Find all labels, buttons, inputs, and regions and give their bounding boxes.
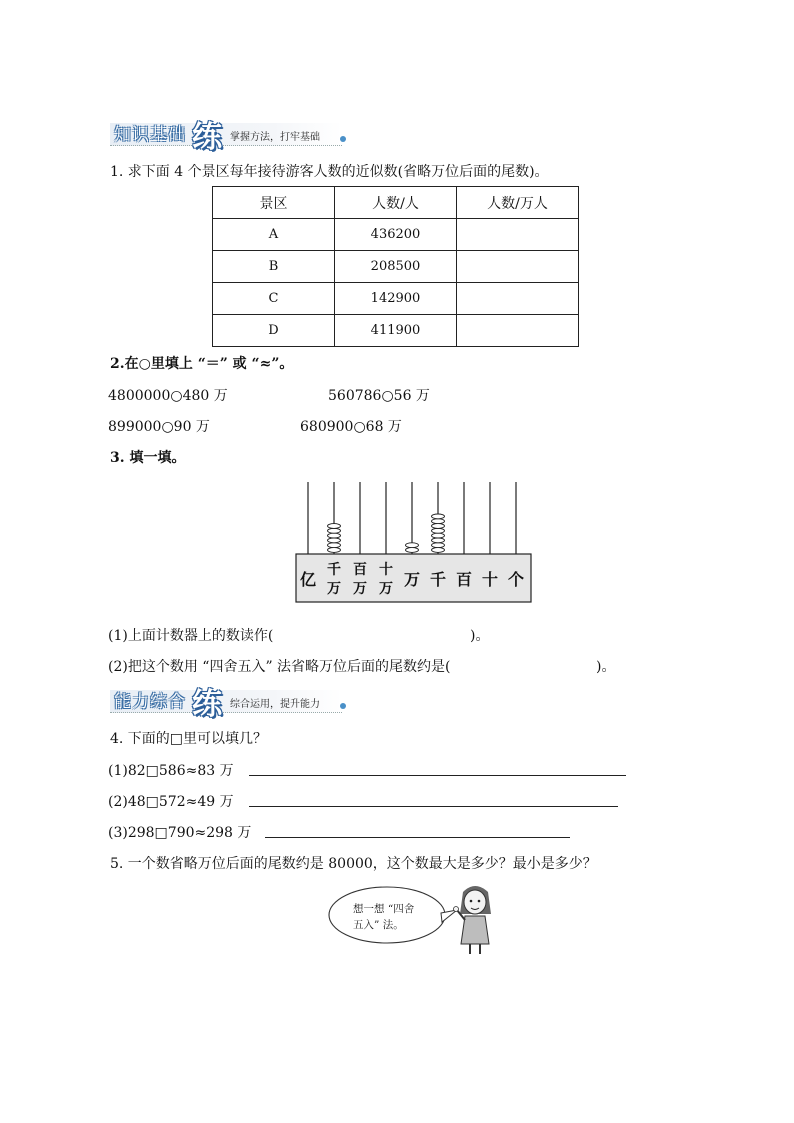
question-3-title: 3. 填一填。: [110, 450, 186, 466]
banner-dot: [340, 136, 346, 142]
table-cell: D: [213, 315, 335, 347]
question-3-sub1-open: (1)上面计数器上的数读作(: [108, 628, 274, 644]
question-2-title: 2.在○里填上 “＝” 或 “≈”。: [110, 356, 294, 372]
bubble-text-1: 想一想 “四舍: [353, 903, 415, 915]
section-banner-basic: [110, 116, 350, 155]
banner-dot: [340, 703, 346, 709]
answer-blank-read[interactable]: [292, 625, 467, 643]
abacus-bead: [432, 514, 445, 519]
table-header: 人数/人: [335, 187, 457, 219]
answer-line[interactable]: [249, 806, 618, 807]
question-3-sub2-close: )。: [596, 659, 616, 675]
table-cell: A: [213, 219, 335, 251]
question-4-title: 4. 下面的□里可以填几？: [110, 731, 268, 747]
abacus-place-label: 百万: [353, 562, 367, 597]
table-row: [213, 283, 579, 315]
abacus-bead: [432, 519, 445, 524]
abacus-bead: [432, 533, 445, 538]
girl-figure-icon: [454, 886, 492, 954]
abacus-bead: [328, 538, 341, 543]
table-cell: B: [213, 251, 335, 283]
abacus-place-label: 亿: [299, 570, 317, 589]
abacus-bead: [328, 548, 341, 553]
compare-item[interactable]: 680900○68 万: [300, 419, 402, 435]
abacus-bead: [328, 543, 341, 548]
table-header: 人数/万人: [457, 187, 579, 219]
question-1: 1. 求下面 4 个景区每年接待游客人数的近似数(省略万位后面的尾数)。: [110, 164, 549, 180]
abacus-place-label: 百: [455, 570, 473, 589]
table-cell: 208500: [335, 251, 457, 283]
question-5-title: 5. 一个数省略万位后面的尾数约是 80000，这个数最大是多少？最小是多少？: [110, 856, 597, 872]
abacus-bead: [406, 548, 419, 553]
question-3-sub1-close: )。: [470, 628, 490, 644]
abacus-bead: [432, 528, 445, 533]
banner-subtitle: 掌握方法，打牢基础: [230, 132, 320, 143]
banner-title: 知识基础: [114, 125, 186, 145]
compare-item[interactable]: 560786○56 万: [328, 388, 430, 404]
table-cell: 411900: [335, 315, 457, 347]
answer-line[interactable]: [249, 775, 626, 776]
answer-blank-approx[interactable]: [500, 656, 594, 674]
abacus-bead: [432, 543, 445, 548]
visitor-table: [212, 186, 579, 347]
answer-line[interactable]: [265, 837, 570, 838]
question-3-sub2-open: (2)把这个数用 “四舍五入” 法省略万位后面的尾数约是(: [108, 659, 451, 675]
banner-title: 能力综合: [114, 692, 186, 712]
answer-cell[interactable]: [457, 219, 579, 251]
table-row: [213, 219, 579, 251]
abacus-bead: [432, 548, 445, 553]
table-cell: 436200: [335, 219, 457, 251]
abacus-bead: [328, 528, 341, 533]
abacus-bead: [432, 524, 445, 529]
speech-bubble: [329, 887, 445, 943]
table-row: [213, 315, 579, 347]
banner-subtitle: 综合运用，提升能力: [230, 699, 320, 710]
section-banner-ability: [110, 683, 350, 722]
abacus-place-label: 个: [507, 570, 525, 589]
abacus-bead: [432, 538, 445, 543]
fill-item: (1)82□586≈83 万: [108, 763, 234, 779]
table-row: [213, 251, 579, 283]
fill-item: (3)298□790≈298 万: [108, 825, 252, 841]
abacus-place-label: 十万: [379, 562, 393, 597]
abacus-place-label: 千: [429, 570, 447, 589]
table-cell: C: [213, 283, 335, 315]
answer-cell[interactable]: [457, 251, 579, 283]
abacus-place-label: 千万: [327, 562, 341, 597]
abacus-bead: [406, 543, 419, 548]
table-header-row: [213, 187, 579, 219]
abacus-place-label: 万: [403, 570, 421, 589]
table-cell: 142900: [335, 283, 457, 315]
fill-item: (2)48□572≈49 万: [108, 794, 234, 810]
table-header: 景区: [213, 187, 335, 219]
answer-cell[interactable]: [457, 283, 579, 315]
banner-big-char: 练: [192, 120, 222, 155]
abacus-place-label: 十: [481, 570, 499, 589]
compare-item[interactable]: 4800000○480 万: [108, 388, 228, 404]
abacus-bead: [328, 524, 341, 529]
banner-big-char: 练: [192, 687, 222, 722]
abacus-counter: [295, 482, 533, 606]
answer-cell[interactable]: [457, 315, 579, 347]
abacus-bead: [328, 533, 341, 538]
hint-cartoon: [325, 880, 505, 956]
bubble-text-2: 五入” 法。: [353, 919, 404, 931]
compare-item[interactable]: 899000○90 万: [108, 419, 210, 435]
